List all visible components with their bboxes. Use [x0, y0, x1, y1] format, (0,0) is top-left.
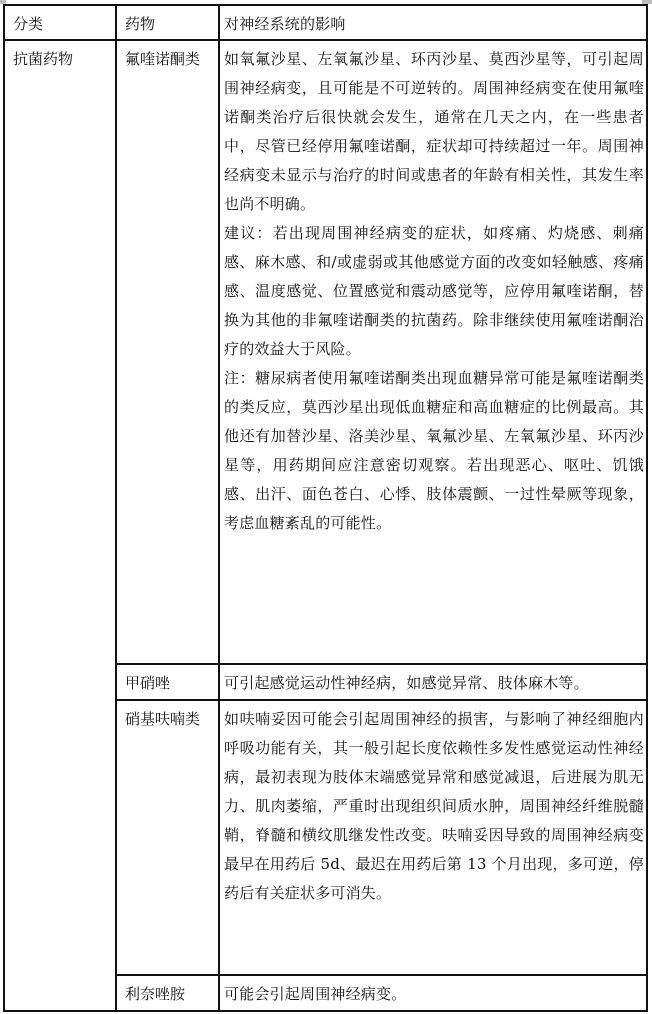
header-effect: 对神经系统的影响: [219, 5, 647, 40]
table-header-row: [4, 5, 647, 40]
table-row: [4, 40, 647, 664]
effect-paragraph: 可引起感觉运动性神经病，如感觉异常、肢体麻木等。: [224, 674, 589, 692]
drug-cell: 硝基呋喃类: [116, 700, 219, 975]
header-category: 分类: [4, 5, 116, 40]
effect-cell: [219, 700, 647, 975]
drug-cell: 甲硝唑: [116, 664, 219, 700]
effect-cell: [219, 975, 647, 1011]
effect-paragraph: 如氧氟沙星、左氧氟沙星、环丙沙星、莫西沙星等，可引起周围神经病变，且可能是不可逆转的。周围神经病变在使用氟喹诺酮类治疗后很快就会发生，通常在几天之内，在一些患者中，尽管已经停用氟喹诺酮，症状却可持续超过一年。周围神经病变未显示与治疗的时间或患者的年龄有相关性，其发生率也尚不明确。: [224, 50, 644, 213]
drug-cell: 利奈唑胺: [116, 975, 219, 1011]
effect-cell: [219, 40, 647, 664]
header-drug: 药物: [116, 5, 219, 40]
category-cell: 抗菌药物: [4, 40, 116, 1011]
drug-neuro-effects-table: [3, 4, 648, 1012]
effect-cell: [219, 664, 647, 700]
effect-paragraph: 可能会引起周围神经病变。: [224, 985, 407, 1003]
effect-paragraph: 如呋喃妥因可能会引起周围神经的损害，与影响了神经细胞内呼吸功能有关，其一般引起长度依赖性多发性感觉运动性神经病，最初表现为肢体末端感觉异常和感觉减退，后进展为肌无力、肌肉萎缩，严重时出现组织间质水肿，周围神经纤维脱髓鞘，脊髓和横纹肌继发性改变。呋喃妥因导致的周围神经病变最早在用药后 5d、最迟在用药后第 13 个月出现，多可逆，停药后有关症状多可消失。: [224, 710, 644, 902]
note-paragraph: 注：糖尿病者使用氟喹诺酮类出现血糖异常可能是氟喹诺酮类的类反应，莫西沙星出现低血糖症和高血糖症的比例最高。其他还有加替沙星、洛美沙星、氧氟沙星、左氧氟沙星、环丙沙星等，用药期间应注意密切观察。若出现恶心、呕吐、饥饿感、出汗、面色苍白、心悸、肢体震颤、一过性晕厥等现象，考虑血糖紊乱的可能性。: [224, 369, 644, 532]
advice-paragraph: 建议：若出现周围神经病变的症状，如疼痛、灼烧感、刺痛感、麻木感、和/或虚弱或其他感觉方面的改变如轻触感、疼痛感、温度感觉、位置感觉和震动感觉等，应停用氟喹诺酮，替换为其他的非氟喹诺酮类的抗菌药。除非继续使用氟喹诺酮治疗的效益大于风险。: [224, 224, 644, 358]
drug-cell: 氟喹诺酮类: [116, 40, 219, 664]
